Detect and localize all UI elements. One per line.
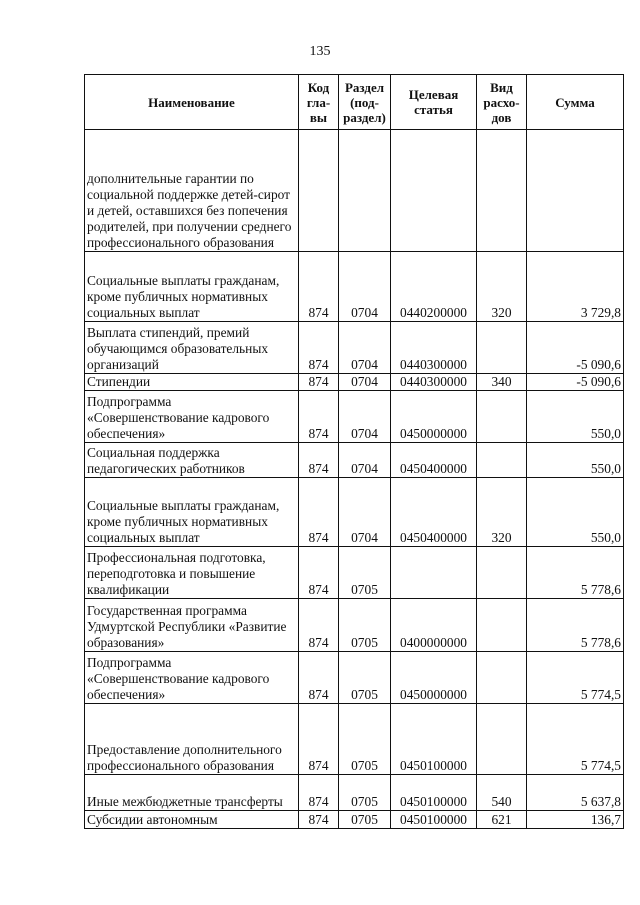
- row-expense: [477, 443, 527, 478]
- row-sum: -5 090,6: [527, 374, 624, 391]
- row-sum: 5 774,5: [527, 652, 624, 704]
- row-target: 0450400000: [391, 443, 477, 478]
- row-chapter: [299, 130, 339, 252]
- row-name: Социальные выплаты гражданам, кроме публичных нормативных социальных выплат: [85, 478, 299, 547]
- table-row: [85, 130, 624, 252]
- header-expense: Вид расхо-дов: [477, 75, 527, 130]
- table-row: [85, 652, 624, 704]
- row-chapter: 874: [299, 443, 339, 478]
- row-sum: 136,7: [527, 811, 624, 829]
- row-section: 0705: [339, 775, 391, 811]
- row-section: 0704: [339, 252, 391, 322]
- row-chapter: 874: [299, 811, 339, 829]
- table-row: [85, 811, 624, 829]
- row-expense: [477, 652, 527, 704]
- header-sum: Сумма: [527, 75, 624, 130]
- row-name: Социальные выплаты гражданам, кроме публичных нормативных социальных выплат: [85, 252, 299, 322]
- row-expense: [477, 130, 527, 252]
- row-expense: 621: [477, 811, 527, 829]
- header-target: Целевая статья: [391, 75, 477, 130]
- row-chapter: 874: [299, 374, 339, 391]
- row-chapter: 874: [299, 252, 339, 322]
- row-chapter: 874: [299, 391, 339, 443]
- table-row: [85, 391, 624, 443]
- row-sum: 5 778,6: [527, 599, 624, 652]
- row-name: Предоставление дополнительного профессионального образования: [85, 704, 299, 775]
- row-name: Подпрограмма «Совершенствование кадрового обеспечения»: [85, 652, 299, 704]
- row-name: Стипендии: [85, 374, 299, 391]
- row-chapter: 874: [299, 322, 339, 374]
- row-expense: 320: [477, 478, 527, 547]
- table-header-row: [85, 75, 624, 130]
- row-sum: 5 774,5: [527, 704, 624, 775]
- table-row: [85, 478, 624, 547]
- row-section: 0704: [339, 443, 391, 478]
- table-row: [85, 775, 624, 811]
- row-section: 0704: [339, 374, 391, 391]
- row-chapter: 874: [299, 547, 339, 599]
- row-chapter: 874: [299, 478, 339, 547]
- row-section: 0705: [339, 547, 391, 599]
- row-name: Социальная поддержка педагогических работников: [85, 443, 299, 478]
- row-section: 0705: [339, 811, 391, 829]
- row-expense: 320: [477, 252, 527, 322]
- row-expense: [477, 547, 527, 599]
- table-row: [85, 547, 624, 599]
- row-name: Подпрограмма «Совершенствование кадрового обеспечения»: [85, 391, 299, 443]
- row-section: 0705: [339, 652, 391, 704]
- row-target: 0440300000: [391, 374, 477, 391]
- row-target: 0450100000: [391, 704, 477, 775]
- row-target: 0450000000: [391, 652, 477, 704]
- row-sum: 550,0: [527, 478, 624, 547]
- row-sum: 5 778,6: [527, 547, 624, 599]
- row-section: [339, 130, 391, 252]
- budget-table: [84, 74, 624, 829]
- table-row: [85, 252, 624, 322]
- row-expense: [477, 704, 527, 775]
- row-section: 0704: [339, 478, 391, 547]
- row-target: 0440300000: [391, 322, 477, 374]
- table-row: [85, 599, 624, 652]
- row-target: 0440200000: [391, 252, 477, 322]
- row-chapter: 874: [299, 704, 339, 775]
- row-target: [391, 547, 477, 599]
- row-expense: [477, 599, 527, 652]
- row-name: Выплата стипендий, премий обучающимся образовательных организаций: [85, 322, 299, 374]
- row-expense: [477, 322, 527, 374]
- row-target: 0450100000: [391, 811, 477, 829]
- row-section: 0705: [339, 599, 391, 652]
- header-name: Наименование: [85, 75, 299, 130]
- row-sum: -5 090,6: [527, 322, 624, 374]
- row-chapter: 874: [299, 599, 339, 652]
- row-name: Иные межбюджетные трансферты: [85, 775, 299, 811]
- table-row: [85, 704, 624, 775]
- row-section: 0704: [339, 391, 391, 443]
- row-section: 0705: [339, 704, 391, 775]
- row-expense: 340: [477, 374, 527, 391]
- row-chapter: 874: [299, 775, 339, 811]
- row-name: Субсидии автономным: [85, 811, 299, 829]
- row-name: дополнительные гарантии по социальной поддержке детей-сирот и детей, оставшихся без попечения родителей, при получении среднего профессионального образования: [85, 130, 299, 252]
- row-target: 0450400000: [391, 478, 477, 547]
- header-chapter: Код гла-вы: [299, 75, 339, 130]
- page-number: 135: [309, 44, 331, 59]
- row-target: 0450000000: [391, 391, 477, 443]
- table-row: [85, 322, 624, 374]
- row-sum: 3 729,8: [527, 252, 624, 322]
- row-sum: 550,0: [527, 443, 624, 478]
- row-target: [391, 130, 477, 252]
- row-expense: [477, 391, 527, 443]
- table-row: [85, 374, 624, 391]
- row-section: 0704: [339, 322, 391, 374]
- row-sum: [527, 130, 624, 252]
- row-target: 0450100000: [391, 775, 477, 811]
- header-section: Раздел (под-раздел): [339, 75, 391, 130]
- row-name: Профессиональная подготовка, переподготовка и повышение квалификации: [85, 547, 299, 599]
- row-sum: 550,0: [527, 391, 624, 443]
- row-name: Государственная программа Удмуртской Республики «Развитие образования»: [85, 599, 299, 652]
- row-sum: 5 637,8: [527, 775, 624, 811]
- table-row: [85, 443, 624, 478]
- row-chapter: 874: [299, 652, 339, 704]
- row-expense: 540: [477, 775, 527, 811]
- row-target: 0400000000: [391, 599, 477, 652]
